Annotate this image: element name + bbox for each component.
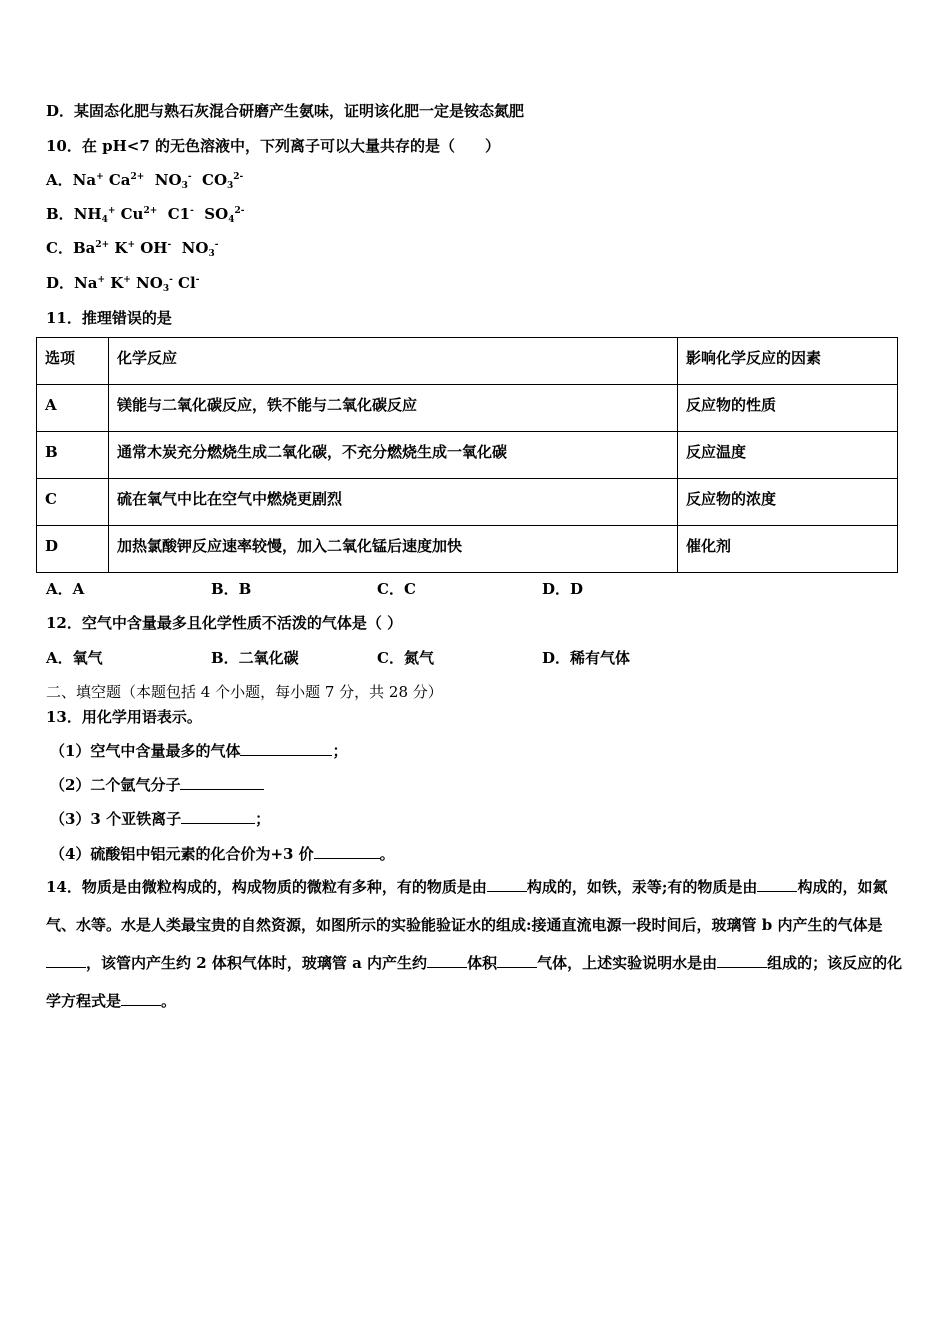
table-header-cell: 选项 (37, 338, 109, 385)
section-title: 二、填空题（本题包括 4 个小题，每小题 7 分，共 28 分） (46, 683, 443, 701)
table-cell: 反应物的性质 (678, 385, 898, 432)
q10-option-c: C．$Ba^{2+}$ K+ OH- $NO_3^-$ (46, 239, 219, 259)
table-cell: 反应温度 (678, 432, 898, 479)
q10-option-d: D．Na+ K+ $NO_3^-$ Cl- (46, 274, 200, 294)
table-cell: A (37, 385, 109, 432)
q13-item-2: （2）二个氩气分子 (50, 775, 264, 795)
table-cell: C (37, 479, 109, 526)
q13-item-3: （3）3 个亚铁离子 ； (50, 810, 271, 828)
table-cell: 反应物的浓度 (678, 479, 898, 526)
q11-choice-a: A．A (46, 580, 85, 598)
q13-item-4: （4）硫酸铝中铝元素的化合价为+3 价 。 (50, 845, 395, 863)
table-header-cell: 化学反应 (109, 338, 678, 385)
q10-option-a: A．Na+ $Ca^{2+}$ $NO_3^-$ $CO_3^{2-}$ (46, 171, 244, 191)
q12-choice-d: D．稀有气体 (542, 649, 631, 667)
q10-option-b: B．$NH_4^+$ $Cu^{2+}$ C1- $SO_4^{2-}$ (46, 205, 245, 225)
q12-stem: 12．空气中含量最多且化学性质不活泼的气体是（ ） (46, 614, 403, 632)
answer-blank[interactable] (180, 775, 264, 790)
table-cell: D (37, 526, 109, 573)
q9-option-d: D．某固态化肥与熟石灰混合研磨产生氨味，证明该化肥一定是铵态氮肥 (46, 102, 525, 120)
q11-choice-d: D．D (542, 580, 584, 598)
answer-blank[interactable] (181, 809, 255, 824)
table-header-cell: 影响化学反应的因素 (678, 338, 898, 385)
table-row (37, 432, 898, 479)
q10-stem: 10．在 pH<7 的无色溶液中，下列离子可以大量共存的是（ ） (46, 137, 500, 155)
q12-choice-a: A．氧气 (46, 649, 103, 667)
q13-stem: 13．用化学用语表示。 (46, 708, 202, 726)
answer-blank[interactable] (717, 953, 767, 968)
q13-item-1: （1）空气中含量最多的气体 ； (50, 742, 348, 760)
answer-blank[interactable] (314, 844, 380, 859)
answer-blank[interactable] (757, 877, 797, 892)
table-row (37, 479, 898, 526)
table-row (37, 526, 898, 573)
q11-stem: 11．推理错误的是 (46, 309, 172, 327)
q12-choice-b: B．二氧化碳 (211, 649, 299, 667)
answer-blank[interactable] (497, 953, 537, 968)
q11-choice-b: B．B (211, 580, 252, 598)
table-cell: 加热氯酸钾反应速率较慢，加入二氧化锰后速度加快 (109, 526, 678, 573)
q14-paragraph: 14．物质是由微粒构成的，构成物质的微粒有多种，有的物质是由 构成的，如铁，汞等;有的物质是由 构成的，如氮气、水等。水是人类最宝贵的自然资源，如图所示的实验能验证水的组成:接通直流电源一段时间后，玻璃管 b 内产生的气体是，该管内产生约 2 体积气体时，玻璃管 a 内产生约 体积 气体，上述实验说明水是由 组成的；该反应的化学方程式是 。 (46, 878, 903, 1010)
q11-table (36, 337, 898, 573)
answer-blank[interactable] (46, 953, 86, 968)
table-cell: 通常木炭充分燃烧生成二氧化碳，不充分燃烧生成一氧化碳 (109, 432, 678, 479)
answer-blank[interactable] (487, 877, 527, 892)
answer-blank[interactable] (121, 991, 161, 1006)
table-cell: 催化剂 (678, 526, 898, 573)
table-header-row (37, 338, 898, 385)
q11-choice-c: C．C (377, 580, 416, 598)
table-cell: 硫在氧气中比在空气中燃烧更剧烈 (109, 479, 678, 526)
q12-choice-c: C．氮气 (377, 649, 434, 667)
table-cell: B (37, 432, 109, 479)
table-row (37, 385, 898, 432)
answer-blank[interactable] (427, 953, 467, 968)
table-cell: 镁能与二氧化碳反应，铁不能与二氧化碳反应 (109, 385, 678, 432)
answer-blank[interactable] (240, 741, 332, 756)
